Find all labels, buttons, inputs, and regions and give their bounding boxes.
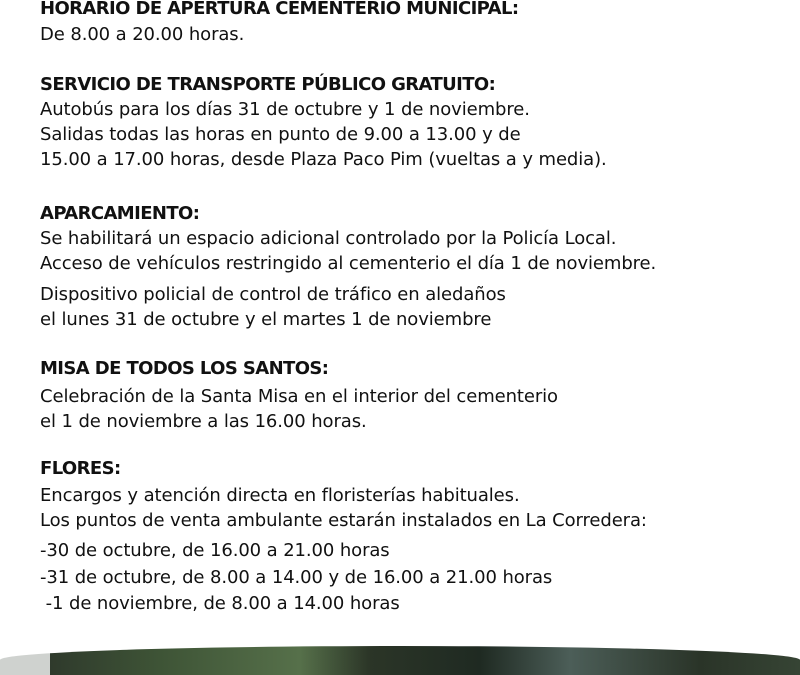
heading-horario: HORARIO DE APERTURA CEMENTERIO MUNICIPAL: xyxy=(40,0,519,19)
heading-transporte: SERVICIO DE TRANSPORTE PÚBLICO GRATUITO: xyxy=(40,74,496,95)
flores-line: Encargos y atención directa en floristerías habituales. xyxy=(40,485,520,506)
heading-misa: MISA DE TODOS LOS SANTOS: xyxy=(40,358,329,379)
aparcamiento-line: Se habilitará un espacio adicional controlado por la Policía Local. xyxy=(40,228,617,249)
transporte-line: 15.00 a 17.00 horas, desde Plaza Paco Pim (vueltas a y media). xyxy=(40,149,607,170)
aparcamiento-line: Acceso de vehículos restringido al cementerio el día 1 de noviembre. xyxy=(40,253,657,274)
horario-line: De 8.00 a 20.00 horas. xyxy=(40,24,245,45)
heading-flores: FLORES: xyxy=(40,458,121,479)
flores-line: -30 de octubre, de 16.00 a 21.00 horas xyxy=(40,540,390,561)
transporte-line: Salidas todas las horas en punto de 9.00 a 13.00 y de xyxy=(40,124,521,145)
flores-line: -1 de noviembre, de 8.00 a 14.00 horas xyxy=(40,593,400,614)
misa-line: el 1 de noviembre a las 16.00 horas. xyxy=(40,411,367,432)
heading-aparcamiento: APARCAMIENTO: xyxy=(40,203,200,224)
aparcamiento-line: Dispositivo policial de control de tráfico en aledaños xyxy=(40,284,506,305)
aparcamiento-line: el lunes 31 de octubre y el martes 1 de noviembre xyxy=(40,309,492,330)
flores-line: Los puntos de venta ambulante estarán instalados en La Corredera: xyxy=(40,510,647,531)
transporte-line: Autobús para los días 31 de octubre y 1 de noviembre. xyxy=(40,99,530,120)
flores-line: -31 de octubre, de 8.00 a 14.00 y de 16.00 a 21.00 horas xyxy=(40,567,553,588)
misa-line: Celebración de la Santa Misa en el interior del cementerio xyxy=(40,386,558,407)
cemetery-trees-photo xyxy=(0,646,800,675)
